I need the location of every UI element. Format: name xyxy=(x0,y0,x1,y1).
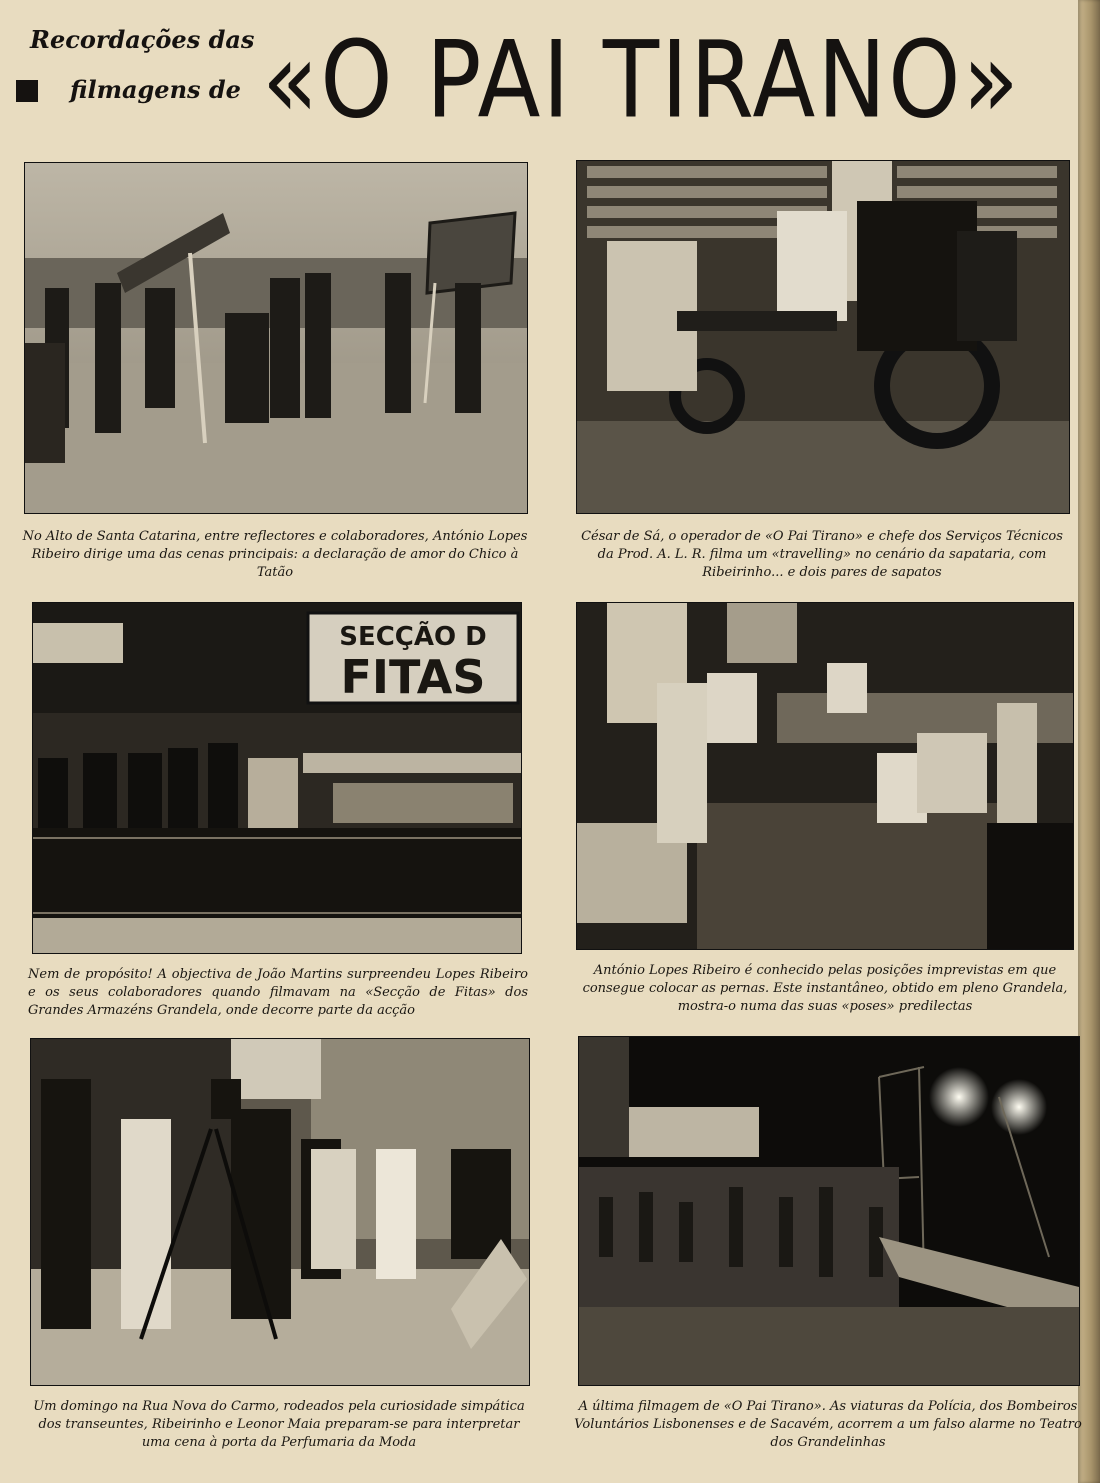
sign-line-1: SECÇÃO D xyxy=(339,622,487,652)
caption-photo-4: António Lopes Ribeiro é conhecido pelas posições imprevistas em que consegue colocar as pernas. Este instantâneo, obtido em pleno Grandela, mostra-o numa das suas «poses» predilectas xyxy=(582,963,1068,1014)
caption-photo-6: A última filmagem de «O Pai Tirano». As viaturas da Polícia, dos Bombeiros Voluntários Lisbonenses e de Sacavém, acorrem a um falso alarme no Teatro dos Grandelinhas xyxy=(574,1399,1082,1450)
sign-line-2: FITAS xyxy=(340,650,486,704)
kicker-line-1: Recordações das xyxy=(30,25,255,54)
page-title: «O PAI TIRANO» xyxy=(262,18,1021,142)
photo-travelling-sapataria xyxy=(576,160,1070,514)
page-binding-edge xyxy=(1078,0,1100,1483)
kicker-line-2: filmagens de xyxy=(70,75,241,104)
photo-alto-santa-catarina xyxy=(24,162,528,514)
bullet-square-icon xyxy=(16,80,38,102)
photo-pose-grandela xyxy=(576,602,1074,950)
caption-photo-3: Nem de propósito! A objectiva de João Martins surpreendeu Lopes Ribeiro e os seus colaboradores quando filmavam na «Secção de Fitas» dos Grandes Armazéns Grandela, onde decorre parte da acção xyxy=(28,967,528,1018)
caption-photo-1: No Alto de Santa Catarina, entre reflectores e colaboradores, António Lopes Ribeiro dirige uma das cenas principais: a declaração de amor do Chico à Tatão xyxy=(22,529,528,580)
photo-rua-nova-do-carmo xyxy=(30,1038,530,1386)
caption-photo-5: Um domingo na Rua Nova do Carmo, rodeados pela curiosidade simpática dos transeuntes, Ribeirinho e Leonor Maia preparam-se para interpretar uma cena à porta da Perfumaria da Moda xyxy=(33,1399,525,1450)
photo-ultima-filmagem xyxy=(578,1036,1080,1386)
photo-seccao-de-fitas xyxy=(32,602,522,954)
caption-photo-2: César de Sá, o operador de «O Pai Tirano» e chefe dos Serviços Técnicos da Prod. A. L. R. filma um «travelling» no cenário da sapataria, com Ribeirinho... e dois pares de sapatos xyxy=(581,529,1063,580)
